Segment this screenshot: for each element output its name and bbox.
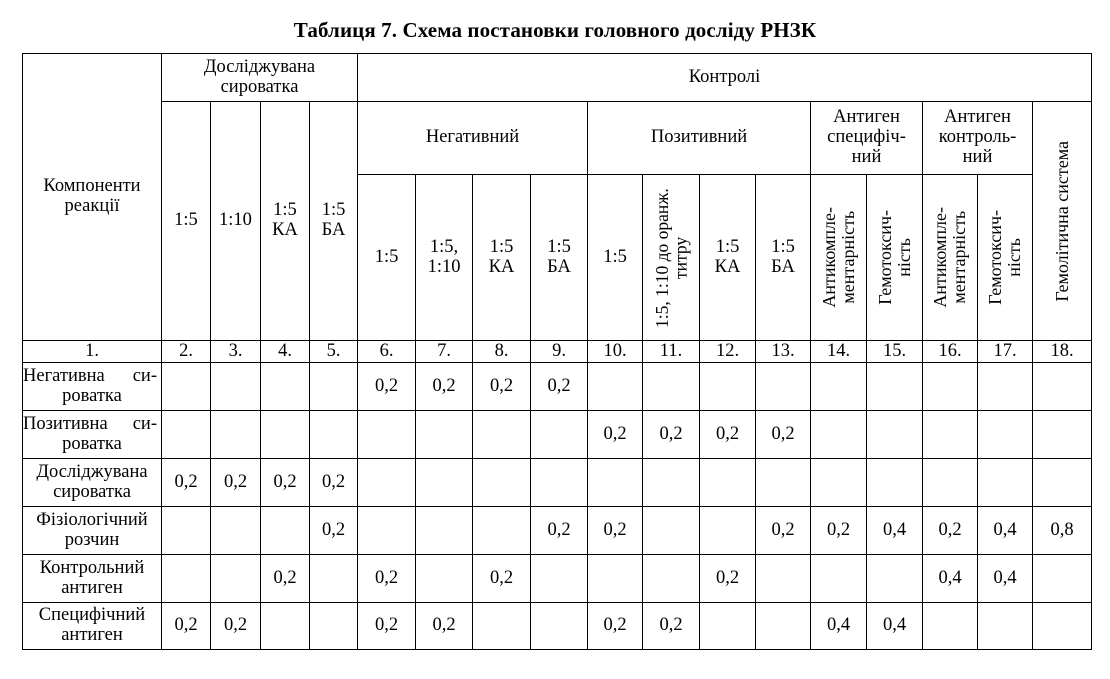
- header-specific-hemotoxicity: Гемотоксич- ність: [867, 175, 923, 341]
- table-row: [23, 603, 1092, 650]
- column-number: 5.: [310, 341, 358, 363]
- header-studied-1-10: 1:10: [211, 102, 261, 341]
- table-cell: 0,2: [358, 555, 416, 603]
- header-studied-serum: Досліджувана сироватка: [162, 54, 358, 102]
- table-cell: [588, 459, 643, 507]
- row-label: Негативна си- роватка: [23, 363, 162, 411]
- table-cell: [358, 411, 416, 459]
- row-label: Позитивна си- роватка: [23, 411, 162, 459]
- table-cell: [162, 507, 211, 555]
- table-cell: [643, 363, 700, 411]
- table-cell: [211, 555, 261, 603]
- table-row: [23, 411, 1092, 459]
- table-cell: [643, 507, 700, 555]
- table-cell: 0,2: [643, 411, 700, 459]
- table-cell: [162, 363, 211, 411]
- table-row: [23, 507, 1092, 555]
- header-antigen-control: Антиген контроль-ний: [923, 102, 1033, 175]
- table-cell: [867, 459, 923, 507]
- table-cell: [923, 459, 978, 507]
- header-negative-1-5-1-10: 1:5, 1:10: [416, 175, 473, 341]
- table-cell: [923, 363, 978, 411]
- table-cell: 0,2: [588, 411, 643, 459]
- header-negative-1-5-ka: 1:5 КА: [473, 175, 531, 341]
- column-number: 12.: [700, 341, 756, 363]
- header-control-hemotoxicity: Гемотоксич- ність: [978, 175, 1033, 341]
- table-cell: 0,4: [923, 555, 978, 603]
- table-cell: [811, 555, 867, 603]
- table-cell: [310, 363, 358, 411]
- table-cell: [211, 507, 261, 555]
- table-cell: [588, 363, 643, 411]
- column-number: 16.: [923, 341, 978, 363]
- table-cell: [473, 411, 531, 459]
- table-cell: [416, 411, 473, 459]
- table-cell: [473, 507, 531, 555]
- table-cell: 0,2: [261, 555, 310, 603]
- table-cell: 0,2: [588, 507, 643, 555]
- table-cell: [531, 459, 588, 507]
- table-cell: 0,2: [211, 603, 261, 650]
- table-cell: [867, 411, 923, 459]
- header-positive-1-5-ba: 1:5 БА: [756, 175, 811, 341]
- column-number: 4.: [261, 341, 310, 363]
- table-row: [23, 459, 1092, 507]
- table-cell: [811, 411, 867, 459]
- column-number: 17.: [978, 341, 1033, 363]
- table-cell: [211, 363, 261, 411]
- table-cell: 0,2: [643, 603, 700, 650]
- column-number: 8.: [473, 341, 531, 363]
- table-cell: 0,2: [211, 459, 261, 507]
- column-number: 3.: [211, 341, 261, 363]
- table-cell: 0,2: [358, 363, 416, 411]
- header-studied-1-5-ba: 1:5 БА: [310, 102, 358, 341]
- header-controls: Контролі: [358, 54, 1092, 102]
- table-cell: [310, 411, 358, 459]
- table-cell: 0,2: [700, 411, 756, 459]
- row-label: Специфічний антиген: [23, 603, 162, 650]
- column-number: 2.: [162, 341, 211, 363]
- table-cell: [811, 459, 867, 507]
- table-cell: [978, 603, 1033, 650]
- table-cell: 0,2: [531, 507, 588, 555]
- column-number: 9.: [531, 341, 588, 363]
- column-number: 10.: [588, 341, 643, 363]
- table-row: [23, 555, 1092, 603]
- header-components: Компоненти реакції: [23, 54, 162, 341]
- table-cell: [756, 459, 811, 507]
- table-cell: [473, 603, 531, 650]
- table-cell: 0,4: [978, 507, 1033, 555]
- header-negative: Негативний: [358, 102, 588, 175]
- table-cell: [811, 363, 867, 411]
- table-cell: [700, 507, 756, 555]
- table-cell: [700, 459, 756, 507]
- header-studied-1-5-ka: 1:5 КА: [261, 102, 310, 341]
- table-cell: [261, 411, 310, 459]
- table-cell: 0,2: [756, 507, 811, 555]
- table-cell: 0,4: [978, 555, 1033, 603]
- header-hemolytic-system: Гемолітична система: [1033, 102, 1092, 341]
- table-cell: [1033, 411, 1092, 459]
- table-cell: 0,2: [261, 459, 310, 507]
- column-number: 18.: [1033, 341, 1092, 363]
- table-cell: [700, 363, 756, 411]
- header-negative-1-5: 1:5: [358, 175, 416, 341]
- header-positive-1-5-ka: 1:5 КА: [700, 175, 756, 341]
- table-row: [23, 363, 1092, 411]
- table-cell: [700, 603, 756, 650]
- table-cell: [1033, 603, 1092, 650]
- data-rows: [23, 363, 1092, 650]
- column-number: 11.: [643, 341, 700, 363]
- table-cell: [416, 507, 473, 555]
- column-number: 13.: [756, 341, 811, 363]
- table-cell: [473, 459, 531, 507]
- table-cell: 0,2: [588, 603, 643, 650]
- table-cell: 0,2: [756, 411, 811, 459]
- table-cell: 0,2: [811, 507, 867, 555]
- table-cell: [261, 603, 310, 650]
- column-number: 7.: [416, 341, 473, 363]
- column-numbers-row: [23, 341, 1092, 363]
- table-cell: 0,4: [867, 603, 923, 650]
- header-control-anticomplementarity: Антикомпле- ментарність: [923, 175, 978, 341]
- table-cell: [756, 555, 811, 603]
- table-cell: 0,4: [867, 507, 923, 555]
- table-cell: [310, 603, 358, 650]
- table-cell: 0,2: [473, 555, 531, 603]
- table-cell: [978, 363, 1033, 411]
- header-positive: Позитивний: [588, 102, 811, 175]
- header-specific-anticomplementarity: Антикомпле- ментарність: [811, 175, 867, 341]
- table-cell: 0,2: [162, 603, 211, 650]
- table-cell: [867, 555, 923, 603]
- table-cell: 0,2: [358, 603, 416, 650]
- header-studied-1-5: 1:5: [162, 102, 211, 341]
- table-cell: 0,2: [416, 603, 473, 650]
- table-cell: 0,2: [310, 507, 358, 555]
- table-cell: [531, 411, 588, 459]
- table-cell: [416, 555, 473, 603]
- table-cell: [162, 555, 211, 603]
- table-cell: [416, 459, 473, 507]
- header-positive-titer: 1:5, 1:10 до оранж. титру: [643, 175, 700, 341]
- table-cell: [1033, 459, 1092, 507]
- column-number: 1.: [23, 341, 162, 363]
- table-cell: [1033, 363, 1092, 411]
- table-cell: 0,2: [416, 363, 473, 411]
- header-positive-1-5: 1:5: [588, 175, 643, 341]
- table-cell: 0,2: [531, 363, 588, 411]
- header-negative-1-5-ba: 1:5 БА: [531, 175, 588, 341]
- table-cell: [588, 555, 643, 603]
- table-cell: [978, 411, 1033, 459]
- table-cell: [867, 363, 923, 411]
- table-cell: 0,4: [811, 603, 867, 650]
- table-cell: [1033, 555, 1092, 603]
- table-cell: [211, 411, 261, 459]
- table-cell: [358, 459, 416, 507]
- column-number: 6.: [358, 341, 416, 363]
- table-cell: [261, 363, 310, 411]
- table-cell: 0,2: [923, 507, 978, 555]
- column-number: 14.: [811, 341, 867, 363]
- table-cell: [643, 555, 700, 603]
- table-cell: [643, 459, 700, 507]
- table-title: Таблиця 7. Схема постановки головного досліду РНЗК: [293, 18, 817, 42]
- table-cell: 0,2: [473, 363, 531, 411]
- experiment-scheme-table: [22, 53, 1092, 650]
- table-cell: [531, 555, 588, 603]
- table-cell: [756, 603, 811, 650]
- table-cell: 0,2: [700, 555, 756, 603]
- column-number: 15.: [867, 341, 923, 363]
- header-antigen-specific: Антиген специфіч-ний: [811, 102, 923, 175]
- table-cell: 0,2: [162, 459, 211, 507]
- table-cell: 0,2: [310, 459, 358, 507]
- table-cell: [978, 459, 1033, 507]
- row-label: Досліджувана сироватка: [23, 459, 162, 507]
- table-cell: [923, 603, 978, 650]
- table-cell: [756, 363, 811, 411]
- table-cell: [162, 411, 211, 459]
- table-cell: [261, 507, 310, 555]
- row-label: Контрольний антиген: [23, 555, 162, 603]
- table-cell: [923, 411, 978, 459]
- table-cell: [310, 555, 358, 603]
- table-cell: 0,8: [1033, 507, 1092, 555]
- table-cell: [358, 507, 416, 555]
- row-label: Фізіологічний розчин: [23, 507, 162, 555]
- table-cell: [531, 603, 588, 650]
